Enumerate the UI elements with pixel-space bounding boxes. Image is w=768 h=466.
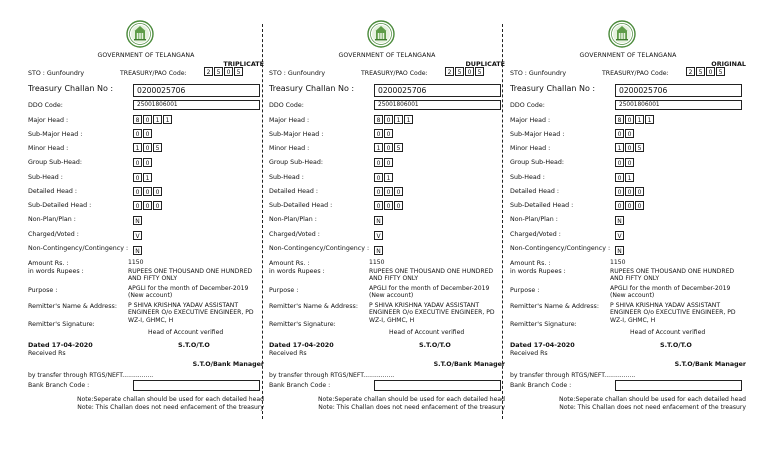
- note-separate-challan: Note:Seperate challan should be used for each detailed head: [558, 396, 746, 403]
- verified-text: Head of Account verified: [148, 329, 224, 336]
- sub-head-label: Sub-Head :: [510, 174, 545, 181]
- branch-code-field: [374, 380, 501, 391]
- detailed-head-boxes: [374, 187, 404, 196]
- remitter-value: P SHIVA KRISHNA YADAV ASSISTANT ENGINEER O/o EXECUTIVE ENGINEER, PD WZ-I, GHMC, H: [128, 302, 254, 324]
- detailed-head-label: Detailed Head :: [269, 188, 319, 195]
- digit-box: 0: [625, 115, 634, 124]
- copy-type-label: TRIPLICATE: [223, 60, 264, 68]
- challan-copy-original: [510, 20, 746, 440]
- digit-box: 8: [133, 115, 142, 124]
- digit-box: 5: [696, 67, 705, 76]
- sub-major-head-boxes: [133, 129, 153, 138]
- digit-box: 1: [384, 173, 393, 182]
- purpose-label: Purpose :: [510, 287, 540, 294]
- challan-no-label: Treasury Challan No :: [269, 84, 355, 93]
- digit-box: 0: [153, 187, 162, 196]
- non-plan-box: [374, 216, 384, 225]
- digit-box: 0: [133, 129, 142, 138]
- digit-box: 0: [143, 129, 152, 138]
- sub-major-head-boxes: [615, 129, 635, 138]
- digit-box: 0: [374, 201, 383, 210]
- digit-box: V: [615, 231, 624, 240]
- detailed-head-boxes: [615, 187, 645, 196]
- remitter-label: Remitter's Name & Address:: [28, 303, 117, 310]
- amount-words-label: in words Rupees :: [269, 268, 325, 275]
- non-contingency-label: Non-Contingency/Contingency :: [28, 245, 129, 252]
- government-title: GOVERNMENT OF TELANGANA: [97, 52, 195, 59]
- digit-box: 5: [475, 67, 484, 76]
- group-sub-head-boxes: [133, 158, 153, 167]
- digit-box: 0: [143, 158, 152, 167]
- amount-words-label: in words Rupees :: [28, 268, 84, 275]
- digit-box: 0: [384, 158, 393, 167]
- non-contingency-box: [615, 246, 625, 255]
- non-contingency-box: [374, 246, 384, 255]
- major-head-boxes: [133, 115, 173, 124]
- telangana-emblem-icon: [126, 20, 154, 48]
- digit-box: 0: [224, 67, 233, 76]
- challan-copy-duplicate: [269, 20, 505, 440]
- sto-label: STO : Gunfoundry: [269, 70, 326, 77]
- pao-code-label: TREASURY/PAO Code:: [602, 70, 669, 77]
- challan-no-field: 0200025706: [133, 84, 260, 97]
- digit-box: 0: [384, 115, 393, 124]
- digit-box: 0: [374, 173, 383, 182]
- amount-value: 1150: [610, 259, 626, 266]
- non-plan-label: Non-Plan/Plan :: [28, 216, 76, 223]
- digit-box: 5: [153, 143, 162, 152]
- digit-box: 0: [615, 201, 624, 210]
- purpose-value: APGLI for the month of December-2019 (New account): [128, 285, 249, 300]
- ddo-code-field: 25001806001: [374, 100, 501, 110]
- note-separate-challan: Note:Seperate challan should be used for each detailed head: [317, 396, 505, 403]
- non-contingency-label: Non-Contingency/Contingency :: [269, 245, 370, 252]
- digit-box: 0: [394, 187, 403, 196]
- verified-text: Head of Account verified: [389, 329, 465, 336]
- signature-label: Remitter's Signature:: [28, 321, 95, 328]
- pao-code-boxes: [204, 67, 244, 76]
- digit-box: 1: [645, 115, 654, 124]
- received-label: Received Rs: [28, 350, 66, 357]
- charged-voted-box: [133, 231, 143, 240]
- sub-head-boxes: [133, 173, 153, 182]
- pao-code-boxes: [445, 67, 485, 76]
- challan-no-label: Treasury Challan No :: [510, 84, 596, 93]
- digit-box: 5: [234, 67, 243, 76]
- signature-label: Remitter's Signature:: [510, 321, 577, 328]
- bank-manager-signature: S.T.O/Bank Manager: [433, 361, 505, 368]
- digit-box: 0: [143, 187, 152, 196]
- digit-box: N: [374, 246, 383, 255]
- digit-box: 1: [163, 115, 172, 124]
- challan-copy-triplicate: [28, 20, 264, 440]
- dated-label: Dated 17-04-2020: [510, 341, 575, 349]
- note-no-enfacement: Note: This Challan does not need enfacement of the treasury: [318, 404, 505, 411]
- digit-box: 0: [706, 67, 715, 76]
- digit-box: 0: [133, 201, 142, 210]
- remitter-label: Remitter's Name & Address:: [269, 303, 358, 310]
- sub-major-head-label: Sub-Major Head :: [269, 131, 324, 138]
- non-plan-box: [615, 216, 625, 225]
- digit-box: 5: [716, 67, 725, 76]
- sub-head-boxes: [615, 173, 635, 182]
- dated-label: Dated 17-04-2020: [28, 341, 93, 349]
- remitter-label: Remitter's Name & Address:: [510, 303, 599, 310]
- digit-box: 5: [455, 67, 464, 76]
- copy-type-label: ORIGINAL: [711, 60, 746, 68]
- remitter-value: P SHIVA KRISHNA YADAV ASSISTANT ENGINEER O/o EXECUTIVE ENGINEER, PD WZ-I, GHMC, H: [610, 302, 736, 324]
- major-head-label: Major Head :: [269, 117, 310, 124]
- digit-box: 0: [394, 201, 403, 210]
- digit-box: N: [615, 246, 624, 255]
- digit-box: 1: [374, 143, 383, 152]
- amount-value: 1150: [128, 259, 144, 266]
- challan-no-field: 0200025706: [374, 84, 501, 97]
- non-plan-box: [133, 216, 143, 225]
- digit-box: V: [133, 231, 142, 240]
- charged-voted-label: Charged/Voted :: [269, 231, 320, 238]
- digit-box: 0: [625, 201, 634, 210]
- amount-words-value: RUPEES ONE THOUSAND ONE HUNDRED AND FIFTY ONLY: [128, 268, 253, 283]
- sub-detailed-head-boxes: [374, 201, 404, 210]
- digit-box: 1: [394, 115, 403, 124]
- amount-label: Amount Rs. :: [28, 260, 69, 267]
- digit-box: 5: [635, 143, 644, 152]
- minor-head-label: Minor Head :: [269, 145, 310, 152]
- digit-box: 0: [615, 187, 624, 196]
- branch-code-label: Bank Branch Code :: [269, 382, 331, 389]
- digit-box: 2: [686, 67, 695, 76]
- branch-code-field: [133, 380, 260, 391]
- sub-major-head-label: Sub-Major Head :: [28, 131, 83, 138]
- bank-manager-signature: S.T.O/Bank Manager: [674, 361, 746, 368]
- digit-box: 0: [384, 129, 393, 138]
- major-head-boxes: [374, 115, 414, 124]
- digit-box: 0: [625, 143, 634, 152]
- minor-head-boxes: [374, 143, 404, 152]
- sto-to-signature: S.T.O/T.O: [178, 341, 210, 349]
- sub-detailed-head-label: Sub-Detailed Head :: [28, 202, 92, 209]
- digit-box: N: [133, 216, 142, 225]
- dated-label: Dated 17-04-2020: [269, 341, 334, 349]
- digit-box: 0: [635, 187, 644, 196]
- digit-box: 0: [625, 129, 634, 138]
- received-label: Received Rs: [510, 350, 548, 357]
- digit-box: 1: [625, 173, 634, 182]
- digit-box: 0: [635, 201, 644, 210]
- digit-box: 0: [143, 143, 152, 152]
- sub-detailed-head-label: Sub-Detailed Head :: [510, 202, 574, 209]
- bank-manager-signature: S.T.O/Bank Manager: [192, 361, 264, 368]
- pao-code-boxes: [686, 67, 726, 76]
- sub-detailed-head-boxes: [133, 201, 163, 210]
- minor-head-boxes: [133, 143, 163, 152]
- sto-label: STO : Gunfoundry: [510, 70, 567, 77]
- digit-box: 0: [374, 129, 383, 138]
- branch-code-label: Bank Branch Code :: [510, 382, 572, 389]
- rtgs-label: by transfer through RTGS/NEFT................: [28, 372, 154, 379]
- digit-box: 0: [143, 201, 152, 210]
- digit-box: 0: [374, 187, 383, 196]
- sub-head-label: Sub-Head :: [269, 174, 304, 181]
- digit-box: 1: [143, 173, 152, 182]
- pao-code-label: TREASURY/PAO Code:: [361, 70, 428, 77]
- digit-box: 0: [133, 158, 142, 167]
- telangana-emblem-icon: [367, 20, 395, 48]
- minor-head-label: Minor Head :: [28, 145, 69, 152]
- amount-words-value: RUPEES ONE THOUSAND ONE HUNDRED AND FIFTY ONLY: [610, 268, 735, 283]
- note-separate-challan: Note:Seperate challan should be used for each detailed head: [76, 396, 264, 403]
- group-sub-head-label: Group Sub-Head:: [269, 159, 324, 166]
- digit-box: 1: [635, 115, 644, 124]
- signature-label: Remitter's Signature:: [269, 321, 336, 328]
- government-title: GOVERNMENT OF TELANGANA: [338, 52, 436, 59]
- sto-label: STO : Gunfoundry: [28, 70, 85, 77]
- rtgs-label: by transfer through RTGS/NEFT................: [269, 372, 395, 379]
- digit-box: 8: [615, 115, 624, 124]
- digit-box: 2: [204, 67, 213, 76]
- remitter-value: P SHIVA KRISHNA YADAV ASSISTANT ENGINEER O/o EXECUTIVE ENGINEER, PD WZ-I, GHMC, H: [369, 302, 495, 324]
- government-title: GOVERNMENT OF TELANGANA: [579, 52, 677, 59]
- digit-box: 0: [374, 158, 383, 167]
- sub-head-boxes: [374, 173, 394, 182]
- challan-no-label: Treasury Challan No :: [28, 84, 114, 93]
- detailed-head-label: Detailed Head :: [28, 188, 78, 195]
- digit-box: 1: [133, 143, 142, 152]
- copy-type-label: DUPLICATE: [465, 60, 505, 68]
- ddo-code-field: 25001806001: [133, 100, 260, 110]
- digit-box: 0: [625, 158, 634, 167]
- digit-box: 0: [465, 67, 474, 76]
- digit-box: 1: [615, 143, 624, 152]
- detailed-head-boxes: [133, 187, 163, 196]
- non-contingency-box: [133, 246, 143, 255]
- digit-box: 0: [153, 201, 162, 210]
- charged-voted-box: [615, 231, 625, 240]
- rtgs-label: by transfer through RTGS/NEFT................: [510, 372, 636, 379]
- detailed-head-label: Detailed Head :: [510, 188, 560, 195]
- branch-code-label: Bank Branch Code :: [28, 382, 90, 389]
- amount-label: Amount Rs. :: [510, 260, 551, 267]
- digit-box: 0: [615, 129, 624, 138]
- digit-box: N: [133, 246, 142, 255]
- digit-box: N: [374, 216, 383, 225]
- digit-box: 2: [445, 67, 454, 76]
- digit-box: N: [615, 216, 624, 225]
- non-plan-label: Non-Plan/Plan :: [269, 216, 317, 223]
- purpose-value: APGLI for the month of December-2019 (New account): [610, 285, 731, 300]
- non-contingency-label: Non-Contingency/Contingency :: [510, 245, 611, 252]
- charged-voted-box: [374, 231, 384, 240]
- charged-voted-label: Charged/Voted :: [510, 231, 561, 238]
- branch-code-field: [615, 380, 742, 391]
- amount-words-label: in words Rupees :: [510, 268, 566, 275]
- major-head-label: Major Head :: [510, 117, 551, 124]
- sub-major-head-boxes: [374, 129, 394, 138]
- ddo-code-label: DDO Code:: [269, 102, 304, 109]
- sub-detailed-head-boxes: [615, 201, 645, 210]
- group-sub-head-label: Group Sub-Head:: [510, 159, 565, 166]
- purpose-value: APGLI for the month of December-2019 (New account): [369, 285, 490, 300]
- digit-box: 1: [153, 115, 162, 124]
- amount-label: Amount Rs. :: [269, 260, 310, 267]
- minor-head-label: Minor Head :: [510, 145, 551, 152]
- group-sub-head-boxes: [374, 158, 394, 167]
- charged-voted-label: Charged/Voted :: [28, 231, 79, 238]
- sub-major-head-label: Sub-Major Head :: [510, 131, 565, 138]
- telangana-emblem-icon: [608, 20, 636, 48]
- major-head-boxes: [615, 115, 655, 124]
- digit-box: 5: [214, 67, 223, 76]
- purpose-label: Purpose :: [269, 287, 299, 294]
- digit-box: 0: [615, 158, 624, 167]
- sub-detailed-head-label: Sub-Detailed Head :: [269, 202, 333, 209]
- group-sub-head-boxes: [615, 158, 635, 167]
- pao-code-label: TREASURY/PAO Code:: [120, 70, 187, 77]
- minor-head-boxes: [615, 143, 645, 152]
- digit-box: 1: [404, 115, 413, 124]
- digit-box: 8: [374, 115, 383, 124]
- group-sub-head-label: Group Sub-Head:: [28, 159, 83, 166]
- digit-box: 0: [143, 115, 152, 124]
- digit-box: 0: [133, 173, 142, 182]
- ddo-code-field: 25001806001: [615, 100, 742, 110]
- digit-box: 0: [615, 173, 624, 182]
- amount-value: 1150: [369, 259, 385, 266]
- digit-box: 0: [133, 187, 142, 196]
- amount-words-value: RUPEES ONE THOUSAND ONE HUNDRED AND FIFTY ONLY: [369, 268, 494, 283]
- note-no-enfacement: Note: This Challan does not need enfacement of the treasury: [77, 404, 264, 411]
- verified-text: Head of Account verified: [630, 329, 706, 336]
- received-label: Received Rs: [269, 350, 307, 357]
- challan-no-field: 0200025706: [615, 84, 742, 97]
- sto-to-signature: S.T.O/T.O: [660, 341, 692, 349]
- non-plan-label: Non-Plan/Plan :: [510, 216, 558, 223]
- digit-box: V: [374, 231, 383, 240]
- digit-box: 0: [384, 201, 393, 210]
- ddo-code-label: DDO Code:: [510, 102, 545, 109]
- major-head-label: Major Head :: [28, 117, 69, 124]
- sto-to-signature: S.T.O/T.O: [419, 341, 451, 349]
- note-no-enfacement: Note: This Challan does not need enfacement of the treasury: [559, 404, 746, 411]
- ddo-code-label: DDO Code:: [28, 102, 63, 109]
- sub-head-label: Sub-Head :: [28, 174, 63, 181]
- digit-box: 0: [384, 187, 393, 196]
- digit-box: 5: [394, 143, 403, 152]
- digit-box: 0: [384, 143, 393, 152]
- digit-box: 0: [625, 187, 634, 196]
- purpose-label: Purpose :: [28, 287, 58, 294]
